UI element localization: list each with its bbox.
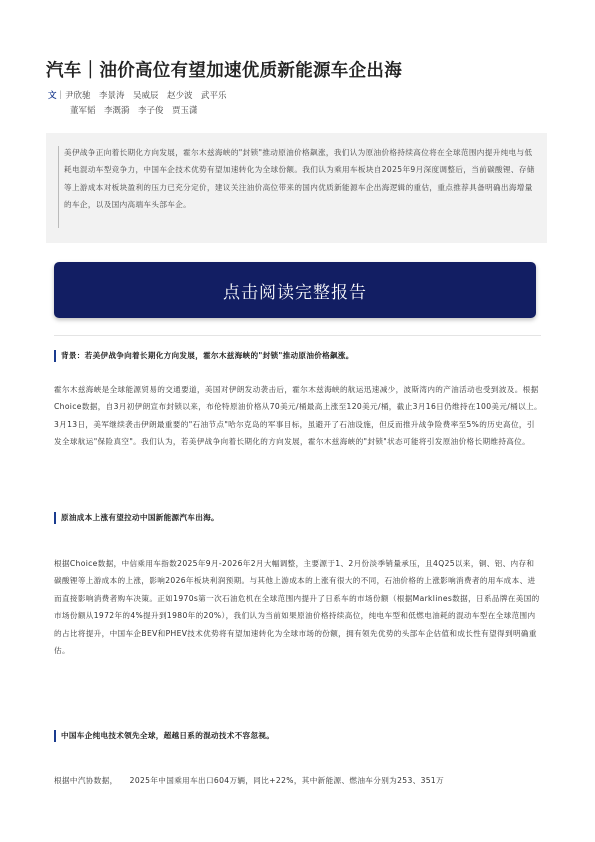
author-names-1: ｜尹欣驰 李景涛 吴威辰 赵少波 武平乐 bbox=[56, 91, 227, 101]
author-prefix: 文 bbox=[48, 91, 57, 101]
divider bbox=[54, 335, 541, 336]
author-line-2: 董军韬 李溉漪 李子俊 贾玉潇 bbox=[70, 106, 198, 116]
section-body-background: 霍尔木兹海峡是全球能源贸易的交通要道，美国对伊朗发动袭击后，霍尔木兹海峡的航运迅速减少，波斯湾内的产油活动也受到波及。根据Choice数据，自3月初伊朗宣布封锁以来，布伦特原油价格从70美元/桶最高上涨至120美元/桶，截止3月16日仍维持在100美元/桶以上。3月13日，美军继续袭击伊朗最重要的"石油节点"哈尔克岛的军事目标，虽避开了石油设施，但反而推升战争险费率至5%的历史高位，引发全球航运"保险真空"。我们认为，若美伊战争向着长期化的方向发展，霍尔木兹海峡的"封锁"状态可能将引发原油价格长期维持高位。 bbox=[54, 385, 542, 447]
summary-quote-bar bbox=[58, 146, 59, 228]
read-full-report-button[interactable]: 点击阅读完整报告 bbox=[54, 262, 536, 318]
summary-text: 美伊战争正向着长期化方向发展，霍尔木兹海峡的"封锁"推动原油价格飙涨，我们认为原油价格持续高位将在全球范围内提升纯电与低耗电混动车型竞争力，中国车企技术优势有望加速转化为全球份额。我们认为乘用车板块自2025年9月深度调整后，当前碳酸锂、存储等上游成本对板块盈利的压力已充分定价，建议关注油价高位带来的国内优质新能源车企出海逻辑的重估，重点推荐具备明确出海增量的车企，以及国内高端车头部车企。 bbox=[64, 148, 535, 209]
summary-box bbox=[46, 133, 547, 243]
author-line-1 bbox=[48, 89, 227, 101]
section-heading-oil-cost: 原油成本上涨有望拉动中国新能源汽车出海。 bbox=[54, 512, 219, 524]
section-body-oil-cost: 根据Choice数据，中信乘用车指数2025年9月-2026年2月大幅调整，主要源于1、2月份淡季销量承压，且4Q25以来，铜、铝、内存和碳酸锂等上游成本的上涨，影响2026年板块利润预期。与其他上游成本的上涨有很大的不同，石油价格的上涨影响消费者的用车成本、进而直接影响消费者购车决策。正如1970s第一次石油危机在全球范围内提升了日系车的市场份额（根据Marklines数据，日系品牌在美国的市场份额从1972年的4%提升到1980年的20%），我们认为当前如果原油价格持续高位，纯电车型和低燃电油耗的混动车型在全球范围内的占比将提升，中国车企BEV和PHEV技术优势将有望加速转化为全球市场的份额，拥有领先优势的头部车企估值和成长性有望得到明确重估。 bbox=[54, 559, 540, 656]
section-heading-background: 背景：若美伊战争向着长期化方向发展，霍尔木兹海峡的"封锁"推动原油价格飙涨。 bbox=[54, 350, 354, 362]
section-body-ev-tech: 根据中汽协数据， 2025年中国乘用车出口604万辆，同比+22%，其中新能源、燃油车分别为253、351万 bbox=[54, 776, 445, 785]
section-heading-ev-tech: 中国车企纯电技术领先全球，超越日系的混动技术不容忽视。 bbox=[54, 730, 274, 742]
article-title: 汽车｜油价高位有望加速优质新能源车企出海 bbox=[46, 61, 402, 81]
